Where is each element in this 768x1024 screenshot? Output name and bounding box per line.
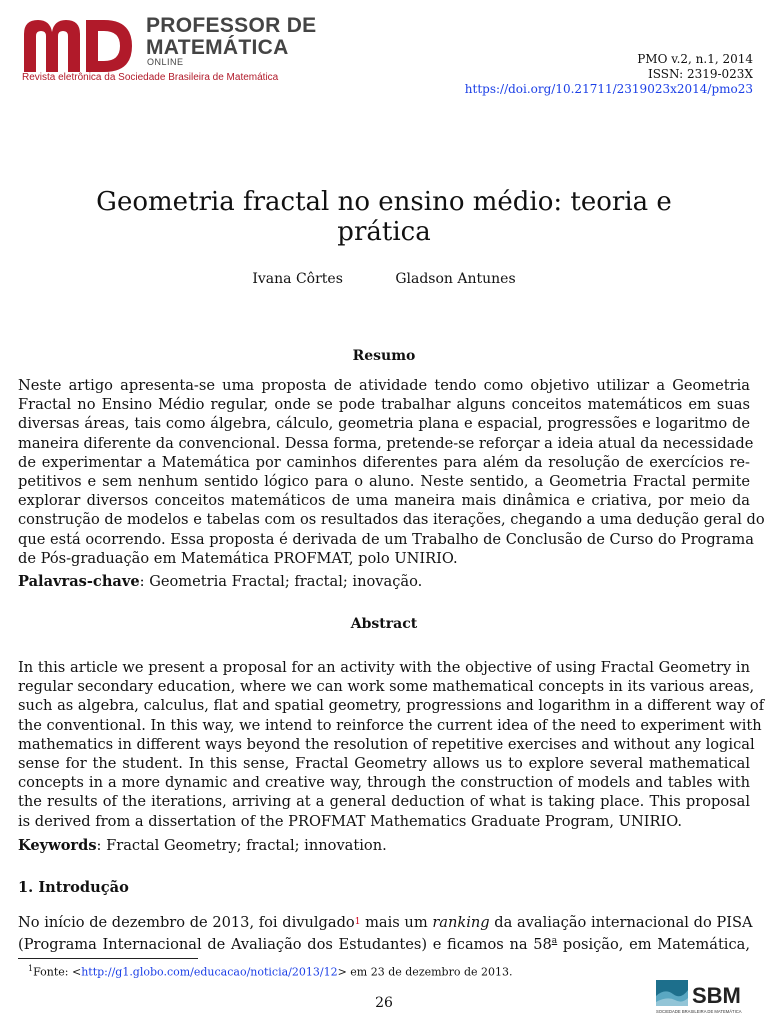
title-line: Geometria fractal no ensino médio: teoria e	[96, 187, 672, 217]
title-line: prática	[337, 217, 431, 247]
resumo-line: que está ocorrendo. Essa proposta é derivada de um Trabalho de Conclusão de Curso do Programa	[18, 530, 754, 548]
resumo-heading: Resumo	[352, 348, 416, 364]
brand-line-1: PROFESSOR DE	[146, 14, 317, 37]
brand-line-2: MATEMÁTICA	[146, 36, 289, 59]
abstract-line: regular secondary education, where we can work some mathematical concepts in its various areas,	[18, 678, 755, 696]
footnote-divider	[18, 958, 198, 959]
resumo-line: explorar diversos conceitos matemáticos de uma maneira mais dinâmica e criativa, por meio da	[18, 492, 750, 510]
palavras-chave-label: Palavras-chave	[18, 573, 140, 590]
resumo-body	[18, 376, 765, 568]
footnote-prefix: Fonte: <	[33, 965, 82, 979]
resumo-line: Neste artigo apresenta-se uma proposta de atividade tendo como objetivo utilizar a Geometria	[18, 377, 750, 394]
footnote-number: 1	[28, 964, 34, 973]
ordinal-indicator: a	[551, 936, 558, 947]
abstract-body	[18, 658, 765, 831]
author-name: Ivana Côrtes	[252, 271, 343, 287]
volume-info: PMO v.2, n.1, 2014	[637, 52, 753, 66]
resumo-line: petitivos e sem nenhum sentido lógico para o aluno. Neste sentido, a Geometria Fractal permite	[18, 473, 750, 491]
keywords	[18, 837, 387, 854]
section-heading-introducao: 1. Introdução	[18, 879, 129, 896]
resumo-line: maneira diferente da convencional. Dessa forma, pretende-se reforçar a ideia atual da necessidade	[18, 434, 754, 452]
pmo-logo	[22, 16, 134, 74]
page-number: 26	[375, 995, 393, 1011]
author-list	[0, 271, 768, 287]
paper-title	[0, 187, 768, 247]
abstract-line: is derived from a dissertation of the PROFMAT Mathematics Graduate Program, UNIRIO.	[18, 812, 682, 830]
sbm-caption: SOCIEDADE BRASILEIRA DE MATEMÁTICA	[656, 1009, 742, 1014]
intro-line	[18, 932, 750, 954]
sbm-label: SBM	[692, 983, 741, 1008]
intro-text: da avaliação internacional do PISA	[489, 914, 753, 931]
sbm-logo	[655, 978, 755, 1016]
abstract-line: In this article we present a proposal for an activity with the objective of using Fractal Geometry in	[18, 659, 750, 676]
abstract-heading: Abstract	[350, 616, 418, 632]
resumo-line: de Pós-graduação em Matemática PROFMAT, polo UNIRIO.	[18, 549, 458, 567]
intro-text: mais um	[360, 914, 433, 931]
brand-line-3: ONLINE	[147, 57, 184, 67]
abstract-line: mathematics in different ways beyond the resolution of repetitive exercises and without any logical	[18, 735, 755, 753]
journal-tagline: Revista eletrônica da Sociedade Brasileira de Matemática	[22, 72, 279, 83]
footnote-link[interactable]: http://g1.globo.com/educacao/noticia/2013/12	[81, 965, 338, 979]
resumo-line: Fractal no Ensino Médio regular, onde se pode trabalhar alguns conceitos matemáticos em suas	[18, 396, 750, 414]
palavras-chave	[18, 573, 422, 590]
intro-body	[18, 913, 753, 954]
footnote-marker[interactable]: 1	[354, 917, 361, 927]
abstract-line: the results of the iterations, arriving at a general deduction of what is taking place. This proposal	[18, 793, 750, 811]
abstract-line: concepts in a more dynamic and creative way, through the construction of models and tables with	[18, 774, 750, 792]
abstract-line: sense for the student. In this sense, Fractal Geometry allows us to explore several mathematical	[18, 755, 750, 773]
keywords-label: Keywords	[18, 837, 97, 854]
resumo-line: de experimentar a Matemática por caminhos diferentes para além da resolução de exercícios re-	[18, 453, 750, 471]
intro-italic-text: ranking	[432, 914, 490, 931]
intro-text: posição, em Matemática,	[557, 936, 750, 954]
abstract-line: such as algebra, calculus, flat and spatial geometry, progressions and logarithm in a different way of	[18, 697, 765, 715]
palavras-chave-text: : Geometria Fractal; fractal; inovação.	[139, 573, 423, 590]
footnote	[28, 964, 513, 979]
intro-text: No início de dezembro de 2013, foi divulgado	[18, 914, 355, 931]
intro-text: (Programa Internacional de Avaliação dos Estudantes) e ficamos na 58	[18, 936, 552, 954]
resumo-line: diversas áreas, tais como álgebra, cálculo, geometria plana e espacial, progressões e logaritmo de	[18, 415, 750, 433]
keywords-text: : Fractal Geometry; fractal; innovation.	[96, 837, 387, 854]
intro-line	[18, 913, 753, 932]
resumo-line: construção de modelos e tabelas com os resultados das iterações, chegando a uma dedução geral do	[18, 511, 765, 529]
doi-link[interactable]: https://doi.org/10.21711/2319023x2014/pmo23	[464, 82, 753, 96]
footnote-suffix: > em 23 de dezembro de 2013.	[337, 965, 513, 979]
issn-info: ISSN: 2319-023X	[648, 67, 753, 81]
author-name: Gladson Antunes	[395, 271, 516, 287]
abstract-line: the conventional. In this way, we intend to reinforce the current idea of the need to experiment with	[18, 716, 762, 734]
